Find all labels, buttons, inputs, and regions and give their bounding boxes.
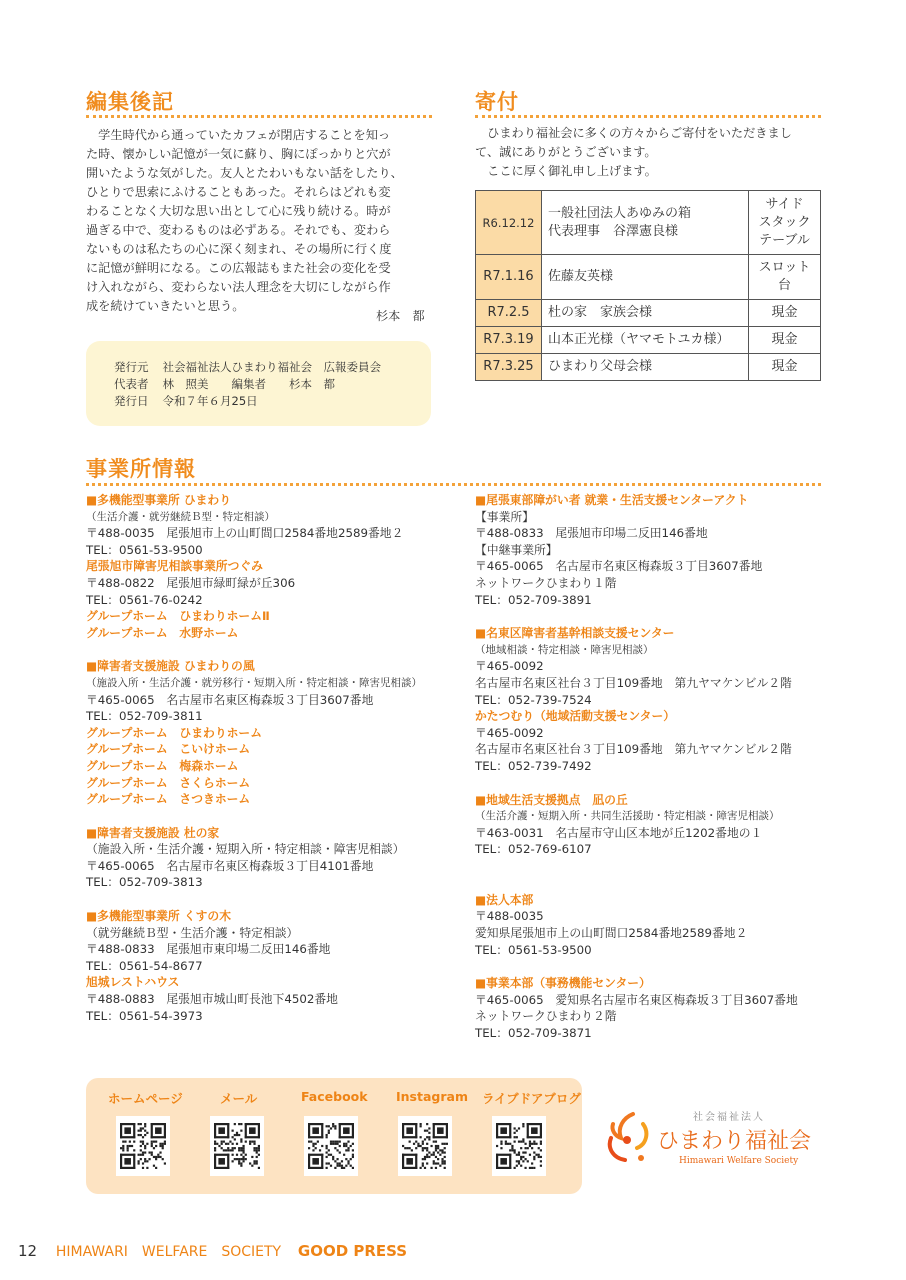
office-line: TEL：0561-54-3973 [86,1008,203,1023]
office-heading: ■名東区障害者基幹相談支援センター [475,626,675,641]
editorial-body: 学生時代から通っていたカフェが閉店することを知っ た時、懐かしい記憶が一気に蘇り、胸にぽっかりと穴が 開いたような気がした。友人とたわいもない話をしたり、 ひとりで思索にふけることもあった。それらはどれも変 わることなく大切な思い出として心に残り続ける。時が 過ぎる中で、変わるものは必ずある。それでも、変わら ないものは私たちの心に深く刻まれ、その場所に行く度 に記憶が鮮明になる。この広報誌もまた社会の変化を受 け入れながら、変わらない法人理念を大切にしながら作 成を続けていきたいと思う。 [86,128,403,313]
office-heading: ■多機能型事業所 くすの木 [86,909,232,924]
office-line: TEL：052-709-3871 [475,1026,592,1041]
homepage-label: ホームページ [108,1091,183,1106]
instagram-label: Instagram [396,1089,468,1104]
offices-title: 事業所情報 [86,457,196,481]
spacer [475,775,855,792]
footer-org: HIMAWARI WELFARE SOCIETY [55,1244,282,1260]
office-heading: ■地域生活支援拠点 凪の丘 [475,792,628,807]
office-heading: グループホーム 水野ホーム [86,625,239,640]
office-line: （施設入所・生活介護・短期入所・特定相談・障害児相談） [86,842,405,857]
office-line: TEL：0561-53-9500 [86,542,203,557]
editorial-author: 杉本 都 [376,309,425,323]
office-line: 〒488-0833 尾張旭市東印場二反田146番地 [86,942,331,957]
office-line: TEL：052-709-3891 [475,592,592,607]
office-heading: ■事業本部（事務機能センター） [475,976,651,991]
office-line: 名古屋市名東区社台３丁目109番地 第九ヤマケンビル２階 [475,742,792,757]
page-number: 12 [18,1242,38,1260]
offices-left-column [86,492,466,1024]
office-line: TEL：052-739-7524 [475,692,592,707]
donation-title: 寄付 [475,90,519,114]
office-line: TEL：0561-53-9500 [475,942,592,957]
office-heading: グループホーム ひまわりホームⅡ [86,609,270,624]
office-line: TEL：052-739-7492 [475,758,592,773]
office-line: ネットワークひまわり２階 [475,1009,617,1024]
office-line: 〒465-0065 名古屋市名東区梅森坂３丁目4101番地 [86,858,374,873]
blog-label: ライブドアブログ [482,1091,581,1106]
spacer [475,858,855,875]
office-heading: ■障害者支援施設 ひまわりの風 [86,659,255,674]
logo-en: Himawari Welfare Society [679,1156,799,1166]
office-line: 〒465-0065 名古屋市名東区梅森坂３丁目3607番地 [86,692,374,707]
donation-intro: ひまわり福祉会に多くの方々からご寄付をいただきまし て、誠にありがとうございます。 ここに厚く御礼申し上げます。 [475,126,792,178]
office-line: 〒488-0035 [475,909,544,924]
mail-label: メール [220,1091,258,1106]
office-line: （就労継続Ｂ型・生活介護・特定相談） [86,925,299,940]
credit-box: 発行元 社会福祉法人ひまわり福祉会 広報委員会 代表者 林 照美 編集者 杉本 都 発行日 令和７年６月25日 [86,341,431,426]
office-line: 〒465-0065 愛知県名古屋市名東区梅森坂３丁目3607番地 [475,992,798,1007]
spacer [86,641,466,658]
office-line: 名古屋市名東区社台３丁目109番地 第九ヤマケンビル２階 [475,675,792,690]
office-line: 愛知県尾張旭市上の山町間口2584番地2589番地２ [475,926,748,941]
office-heading: ■障害者支援施設 杜の家 [86,825,220,840]
office-heading: グループホーム 梅森ホーム [86,758,239,773]
editorial-title: 編集後記 [86,90,174,114]
donation-table [475,190,821,381]
office-heading: グループホーム さくらホーム [86,775,251,790]
office-line: 〒463-0031 名古屋市守山区本地が丘1202番地の１ [475,825,763,840]
himawari-logo [603,1100,823,1178]
table-row: R6.12.12 一般社団法人あゆみの箱 代表理事 谷澤憲良様 サイド スタック テーブル [476,191,821,255]
office-line: 【事業所】 [475,509,534,524]
office-line: （生活介護・就労継続Ｂ型・特定相談） [86,510,275,523]
office-line: 〒488-0883 尾張旭市城山町長池下4502番地 [86,992,338,1007]
instagram-qr-icon[interactable] [398,1116,452,1176]
spacer [86,891,466,908]
sunflower-icon [603,1108,653,1170]
office-line: 〒465-0092 [475,659,544,674]
spacer [475,608,855,625]
facebook-qr-icon[interactable] [304,1116,358,1176]
office-heading: ■尾張東部障がい者 就業・生活支援センターアクト [475,493,749,507]
footer [18,1241,407,1261]
divider [86,115,432,118]
office-line: ネットワークひまわり１階 [475,575,617,590]
divider [475,115,821,118]
office-heading: グループホーム さつきホーム [86,792,251,807]
office-heading: 尾張旭市障害児相談事業所つぐみ [86,559,263,574]
mail-qr-icon[interactable] [210,1116,264,1176]
divider [86,483,821,486]
office-line: 〒488-0822 尾張旭市緑町緑が丘306 [86,575,296,590]
office-heading: グループホーム こいけホーム [86,742,251,757]
spacer [475,875,855,892]
office-line: （施設入所・生活介護・就労移行・短期入所・特定相談・障害児相談） [86,676,422,689]
office-line: （地域相談・特定相談・障害児相談） [475,643,654,656]
office-line: TEL：0561-76-0242 [86,592,203,607]
office-line: TEL：052-769-6107 [475,842,592,857]
office-line: 〒465-0065 名古屋市名東区梅森坂３丁目3607番地 [475,559,763,574]
footer-pub: GOOD PRESS [297,1242,408,1260]
office-line: 〒488-0833 尾張旭市印場二反田146番地 [475,526,708,541]
office-heading: グループホーム ひまわりホーム [86,725,263,740]
facebook-label: Facebook [301,1089,368,1104]
office-heading: かたつむり（地域活動支援センター） [475,709,676,724]
homepage-qr-icon[interactable] [116,1116,170,1176]
table-row: R7.3.25 ひまわり父母会様 現金 [476,354,821,381]
table-row: R7.2.5 杜の家 家族会様 現金 [476,300,821,327]
logo-main: ひまわり福祉会 [657,1129,812,1154]
links-box [86,1078,582,1194]
office-heading: 旭城レストハウス [86,975,180,990]
spacer [475,958,855,975]
office-line: TEL：052-709-3811 [86,709,203,724]
office-line: TEL：0561-54-8677 [86,958,203,973]
table-row: R7.1.16 佐藤友英様 スロット 台 [476,255,821,300]
table-row: R7.3.19 山本正光様（ヤマモトユカ様） 現金 [476,327,821,354]
office-line: 〒465-0092 [475,725,544,740]
office-line: 【中継事業所】 [475,542,558,557]
office-line: （生活介護・短期入所・共同生活援助・特定相談・障害児相談） [475,810,780,823]
logo-sub: 社会福祉法人 [693,1112,765,1123]
office-heading: ■多機能型事業所 ひまわり [86,493,232,507]
blog-qr-icon[interactable] [492,1116,546,1176]
offices-right-column [475,492,855,1042]
office-line: 〒488-0035 尾張旭市上の山町間口2584番地2589番地２ [86,526,404,541]
office-heading: ■法人本部 [475,892,534,907]
office-line: TEL：052-709-3813 [86,875,203,890]
spacer [86,808,466,825]
